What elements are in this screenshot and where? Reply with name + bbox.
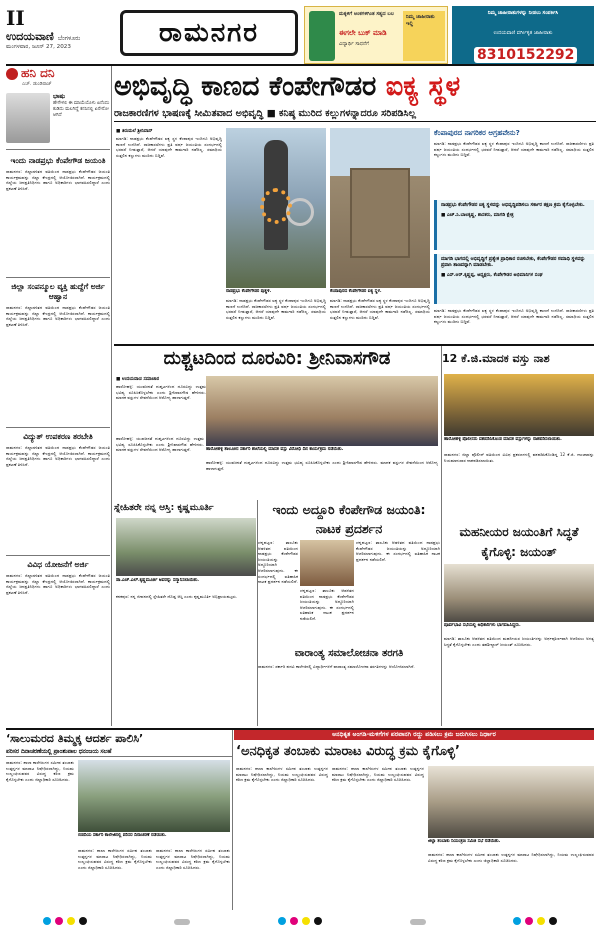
story-b-body: ಹಾರೋಹಳ್ಳಿ: ಯುವಜನತೆ ದುಶ್ಚಟಗಳಿಂದ ದೂರವಿದ್ದು ಉತ್ತಮ ಭವಿಷ್ಯ ರೂಪಿಸಿಕೊಳ್ಳಬೇಕು ಎಂದು ಶ್ರೀನಿವಾಸಗೌಡ ಹೇಳಿದರು. ಮಾದಕ ವಸ್ತುಗಳ ಸೇವನೆಯಿಂದ ಆರೋಗ್ಯ ಹಾಳಾಗುತ್ತದೆ. <box>116 384 206 401</box>
memorial-caption: ಕೆಂಪಾಪುರದ ಕೆಂಪೇಗೌಡರ ಐಕ್ಯ ಸ್ಥಳ. <box>330 289 382 294</box>
quote2-text: ಮಾಗಡಿ ಭಾಗದಲ್ಲಿ ಅಭಿವೃದ್ಧಿಗೆ ಪ್ರತ್ಯೇಕ ಪ್ರಾಧಿಕಾರ ರಚಿಸಬೇಕು, ಕೆಂಪೇಗೌಡರ ಸಮಾಧಿ ಸ್ಥಳವನ್ನು ಪ್ರವಾಸಿ ತಾಣವನ್ನಾಗಿ ಮಾಡಬೇಕು. <box>441 257 586 268</box>
bottom-right-body-3: ರಾಮನಗರ: ಶಾಲಾ ಕಾಲೇಜುಗಳ ಸಮೀಪ ತಂಬಾಕು ಉತ್ಪನ್ನಗಳ ಮಾರಾಟ ನಿಷೇಧಿಸಲಾಗಿದ್ದು, ನಿಯಮ ಉಲ್ಲಂಘಿಸುವವರ ವಿರುದ್ಧ ಕಠಿಣ ಕ್ರಮ ಕೈಗೊಳ್ಳಬೇಕು ಎಂದು ಜಿಲ್ಲಾಧಿಕಾರಿ ಸೂಚಿಸಿದರು. <box>428 852 594 863</box>
ad-left-side: ನಿಮ್ಮ ಜಾಹೀರಾತು ಇಲ್ಲಿ <box>403 11 445 61</box>
quote1-author: ■ ಎಚ್.ಸಿ.ಬಾಲಕೃಷ್ಣ, ಶಾಸಕರು, ಮಾಗಡಿ ಕ್ಷೇತ್ರ <box>441 213 514 218</box>
drop-icon <box>6 68 18 80</box>
ad-phone-image <box>309 11 335 61</box>
memorial-photo <box>330 128 430 288</box>
story1-headline: ಇಂದು ನಾಡಪ್ರಭು ಕೆಂಪೇಗೌಡ ಜಯಂತಿ <box>10 156 106 165</box>
story-d-headline: ಸ್ನೇಹಿತರೇ ನನ್ನ ಆಸ್ತಿ: ಕೃಷ್ಣಮೂರ್ತಿ <box>114 503 214 513</box>
story2-body: ರಾಮನಗರ: ಜಿಲ್ಲಾಡಳಿತದ ವತಿಯಿಂದ ನಾಡಪ್ರಭು ಕೆಂಪೇಗೌಡರ ಜಯಂತಿ ಕಾರ್ಯಕ್ರಮವನ್ನು ಜಿಲ್ಲಾ ಕೇಂದ್ರದಲ್ಲಿ ಆಯೋಜಿಸಲಾಗಿದೆ. ಕಾರ್ಯಕ್ರಮದಲ್ಲಿ ಜಿಲ್ಲೆಯ ಜನಪ್ರತಿನಿಧಿಗಳು ಹಾಗೂ ಅಧಿಕಾರಿಗಳು ಭಾಗವಹಿಸಲಿದ್ದಾರೆ ಎಂದು ಪ್ರಕಟಣೆ ತಿಳಿಸಿದೆ. <box>6 305 110 327</box>
ad-left-line1: ಮಕ್ಕಳಿಗೆ ಅಂಕಗಳಿಗಿಂತ ಸತ್ಯದ ಬಲ <box>339 11 394 17</box>
newspaper-name: ಉದಯವಾಣಿ <box>6 30 54 43</box>
story-e-body-2: ಚನ್ನಪಟ್ಟಣ: ತಾಲೂಕು ಆಡಳಿತದ ವತಿಯಿಂದ ನಾಡಪ್ರಭು ಕೆಂಪೇಗೌಡರ ಜಯಂತಿಯನ್ನು ಅದ್ದೂರಿಯಾಗಿ ಆಚರಿಸಲಾಗುವುದು. ಈ ಸಂದರ್ಭದಲ್ಲಿ ಐತಿಹಾಸಿಕ ನಾಟಕ ಪ್ರದರ್ಶನ ನಡೆಯಲಿದೆ. <box>356 540 440 562</box>
lead-subheadline: ರಾಜಕಾರಣಿಗಳ ಭಾಷಣಕ್ಕೆ ಸೀಮಿತವಾದ ಅಭಿವೃದ್ಧಿ ■ ಕನಿಷ್ಠ ಮುರಿದ ಕಲ್ಲುಗಳನ್ನಾದರೂ ಸರಿಪಡಿಸಿಲ್ಲ <box>114 106 596 122</box>
advertisement-left[interactable] <box>304 6 448 64</box>
story3-body: ರಾಮನಗರ: ಜಿಲ್ಲಾಡಳಿತದ ವತಿಯಿಂದ ನಾಡಪ್ರಭು ಕೆಂಪೇಗೌಡರ ಜಯಂತಿ ಕಾರ್ಯಕ್ರಮವನ್ನು ಜಿಲ್ಲಾ ಕೇಂದ್ರದಲ್ಲಿ ಆಯೋಜಿಸಲಾಗಿದೆ. ಕಾರ್ಯಕ್ರಮದಲ್ಲಿ ಜಿಲ್ಲೆಯ ಜನಪ್ರತಿನಿಧಿಗಳು ಹಾಗೂ ಅಧಿಕಾರಿಗಳು ಭಾಗವಹಿಸಲಿದ್ದಾರೆ ಎಂದು ಪ್ರಕಟಣೆ ತಿಳಿಸಿದೆ. <box>6 445 110 467</box>
story-d-photo <box>116 518 256 576</box>
story-c-headline: 12 ಕೆ.ಜಿ.ಮಾದಕ ವಸ್ತು ನಾಶ <box>442 352 550 365</box>
story-g-body: ಮಾಗಡಿ: ತಾಲೂಕು ಆಡಳಿತದ ವತಿಯಿಂದ ಮಹನೀಯರ ಜಯಂತಿಗಳನ್ನು ಅರ್ಥಪೂರ್ಣವಾಗಿ ಆಚರಿಸಲು ಅಗತ್ಯ ಸಿದ್ಧತೆ ಕೈಗೊಳ್ಳಬೇಕು ಎಂದು ತಹಶೀಲ್ದಾರ್ ಜಯಂತ್ ಸೂಚಿಸಿದರು. <box>444 636 594 647</box>
lead-body-col3: ಮಾಗಡಿ: ನಾಡಪ್ರಭು ಕೆಂಪೇಗೌಡರ ಐಕ್ಯ ಸ್ಥಳ ಕೆಂಪಾಪುರ ಇಂದಿಗೂ ಅಭಿವೃದ್ಧಿ ಕಾಣದೆ ಉಳಿದಿದೆ. ರಾಜಕಾರಣಿಗಳು ಪ್ರತಿ ವರ್ಷ ಜಯಂತಿಯ ಸಂದರ್ಭದಲ್ಲಿ ಭರವಸೆ ನೀಡುತ್ತಾರೆ, ಆದರೆ ಯಾವುದೇ ಕಾಮಗಾರಿ ನಡೆದಿಲ್ಲ. ಸಮಾಧಿಯ ಸುತ್ತಲಿನ ಕಲ್ಲುಗಳು ಮುರಿದು ಬಿದ್ದಿವೆ. <box>330 298 430 320</box>
side-box <box>434 128 594 198</box>
divider <box>6 427 110 428</box>
cartoon-illustration <box>6 93 50 143</box>
story-b-photo <box>206 376 438 446</box>
story-b-caption: ಹಾರೋಹಳ್ಳಿ ತಾಲೂಕಿನ ಸರ್ಕಾರಿ ಶಾಲೆಯಲ್ಲಿ ಮಾದಕ ವಸ್ತು ವಿರೋಧಿ ದಿನ ಕಾರ್ಯಕ್ರಮ ನಡೆಯಿತು. <box>206 447 344 452</box>
lead-headline-part2: ಐಕ್ಯ ಸ್ಥಳ <box>385 71 461 102</box>
edition-city: ಬೆಂಗಳೂರು <box>57 35 81 42</box>
lead-body-col2: ಮಾಗಡಿ: ನಾಡಪ್ರಭು ಕೆಂಪೇಗೌಡರ ಐಕ್ಯ ಸ್ಥಳ ಕೆಂಪಾಪುರ ಇಂದಿಗೂ ಅಭಿವೃದ್ಧಿ ಕಾಣದೆ ಉಳಿದಿದೆ. ರಾಜಕಾರಣಿಗಳು ಪ್ರತಿ ವರ್ಷ ಜಯಂತಿಯ ಸಂದರ್ಭದಲ್ಲಿ ಭರವಸೆ ನೀಡುತ್ತಾರೆ, ಆದರೆ ಯಾವುದೇ ಕಾಮಗಾರಿ ನಡೆದಿಲ್ಲ. ಸಮಾಧಿಯ ಸುತ್ತಲಿನ ಕಲ್ಲುಗಳು ಮುರಿದು ಬಿದ್ದಿವೆ. <box>226 298 326 320</box>
story-b-body-3: ಹಾರೋಹಳ್ಳಿ: ಯುವಜನತೆ ದುಶ್ಚಟಗಳಿಂದ ದೂರವಿದ್ದು ಉತ್ತಮ ಭವಿಷ್ಯ ರೂಪಿಸಿಕೊಳ್ಳಬೇಕು ಎಂದು ಶ್ರೀನಿವಾಸಗೌಡ ಹೇಳಿದರು. ಮಾದಕ ವಸ್ತುಗಳ ಸೇವನೆಯಿಂದ ಆರೋಗ್ಯ ಹಾಳಾಗುತ್ತದೆ. <box>206 460 438 471</box>
ad-left-line3: ವಿದ್ಯಾರ್ಥಿ ಸಾಧನೆಗೆ <box>339 41 369 47</box>
quote-box-2 <box>434 254 594 304</box>
garland <box>260 188 292 224</box>
poem-text: ಹೇಗೇಳಲಿ ಈ ಮಾಯೆಯೊಳು ಏನೆಂದು ಕುಡಿದು ಮಲಗಿದ್ದೆ ಕನಸಿನಲ್ಲಿ ಏನೇನೋ ಆಗಿದೆ <box>53 101 110 118</box>
quote1-text: ನಾಡಪ್ರಭು ಕೆಂಪೇಗೌಡರ ಐಕ್ಯ ಸ್ಥಳವನ್ನು ಅಭಿವೃದ್ಧಿಪಡಿಸಲು ಸರ್ಕಾರ ತಕ್ಷಣ ಕ್ರಮ ಕೈಗೊಳ್ಳಬೇಕು. <box>441 203 585 208</box>
advertisement-right[interactable] <box>452 6 594 64</box>
story-g-headline: ಮಹನೀಯರ ಜಯಂತಿಗೆ ಸಿದ್ಧತೆ ಕೈಗೊಳ್ಳಿ: ಜಯಂತ್ <box>459 525 579 559</box>
story2-headline: ಜಿಲ್ಲಾ ಸಂಪನ್ಮೂಲ ವ್ಯಕ್ತಿ ಹುದ್ದೆಗೆ ಅರ್ಜಿ ಆಹ್ವಾನ <box>11 282 105 301</box>
bottom-left-headline: ‘ಸಾಲುಮರದ ತಿಮ್ಮಕ್ಕ ಆದರ್ಶ ಪಾಲಿಸಿ’ <box>6 732 144 745</box>
bottom-left-photo <box>78 760 230 832</box>
story-d-body: ಕನಕಪುರ: ನನ್ನ ಜೀವನದಲ್ಲಿ ಸ್ನೇಹಿತರೇ ದೊಡ್ಡ ಆಸ್ತಿ ಎಂದು ಕೃಷ್ಣಮೂರ್ತಿ ಅಭಿಪ್ರಾಯಪಟ್ಟರು. <box>116 594 238 599</box>
ad-phone-number[interactable] <box>474 44 577 63</box>
column-divider <box>441 346 442 726</box>
lead-headline <box>114 68 596 106</box>
quote-box-1 <box>434 200 594 250</box>
quote2-author: ■ ಎಸ್.ಆರ್.ಕೃಷ್ಣಪ್ಪ, ಅಧ್ಯಕ್ಷರು, ಕೆಂಪೇಗೌಡರ ಅಭಿಮಾನಿಗಳ ಸಂಘ <box>441 273 543 278</box>
lead-headline-part1: ಅಭಿವೃದ್ಧಿ ಕಾಣದ ಕೆಂಪೇಗೌಡರ <box>114 71 386 102</box>
left-column <box>6 66 110 726</box>
story-f-headline: ವಾರಾಂತ್ಯ ಸಮಾಲೋಚನಾ ತರಗತಿ <box>294 648 404 659</box>
ad-right-line2: ಉದಯವಾಣಿ ವರ್ಗೀಕೃತ ಜಾಹೀರಾತು <box>493 30 553 36</box>
story-b-body-2: ಹಾರೋಹಳ್ಳಿ: ಯುವಜನತೆ ದುಶ್ಚಟಗಳಿಂದ ದೂರವಿದ್ದು ಉತ್ತಮ ಭವಿಷ್ಯ ರೂಪಿಸಿಕೊಳ್ಳಬೇಕು ಎಂದು ಶ್ರೀನಿವಾಸಗೌಡ ಹೇಳಿದರು. ಮಾದಕ ವಸ್ತುಗಳ ಸೇವನೆಯಿಂದ ಆರೋಗ್ಯ ಹಾಳಾಗುತ್ತದೆ. <box>116 436 204 453</box>
bottom-right-headline: ‘ಅನಧಿಕೃತ ತಂಬಾಕು ಮಾರಾಟ ವಿರುದ್ಧ ಕ್ರಮ ಕೈಗೊಳ್ಳಿ’ <box>236 744 460 759</box>
story-d-caption: ಡಾ.ಎಚ್.ಎಲ್.ಕೃಷ್ಣಮೂರ್ತಿ ಅವರನ್ನು ಸನ್ಮಾನಿಸಲಾಯಿತು. <box>116 578 200 583</box>
lead-byline: ■ ತಿರುಮಲೆ ಶ್ರೀನಿವಾಸ್ <box>116 129 153 134</box>
story-e-portrait <box>300 540 354 586</box>
story-g-caption: ಪೂರ್ವಭಾವಿ ಸಭೆಯಲ್ಲಿ ಅಧಿಕಾರಿಗಳು ಭಾಗವಹಿಸಿದ್ದರು. <box>444 623 521 628</box>
story-f-body: ರಾಮನಗರ: ಸರ್ಕಾರಿ ಪದವಿ ಕಾಲೇಜಿನಲ್ಲಿ ವಿದ್ಯಾರ್ಥಿಗಳಿಗೆ ವಾರಾಂತ್ಯ ಸಮಾಲೋಚನಾ ತರಗತಿಗಳನ್ನು ಆಯೋಜಿಸಲಾಗಿದೆ. <box>258 664 415 669</box>
statue-photo <box>226 128 326 288</box>
poem-title: ಭಾಷು <box>53 93 66 100</box>
bottom-right-photo <box>428 766 594 838</box>
statue-caption: ನಾಡಪ್ರಭು ಕೆಂಪೇಗೌಡರ ಪುತ್ಥಳಿ. <box>226 289 272 294</box>
print-registration-marks <box>0 912 600 924</box>
story3-headline: ವಿದ್ಯುತ್ ಉಪಕರಣ ತರಬೇತಿ <box>23 432 93 441</box>
lead-body-col1: ಮಾಗಡಿ: ನಾಡಪ್ರಭು ಕೆಂಪೇಗೌಡರ ಐಕ್ಯ ಸ್ಥಳ ಕೆಂಪಾಪುರ ಇಂದಿಗೂ ಅಭಿವೃದ್ಧಿ ಕಾಣದೆ ಉಳಿದಿದೆ. ರಾಜಕಾರಣಿಗಳು ಪ್ರತಿ ವರ್ಷ ಜಯಂತಿಯ ಸಂದರ್ಭದಲ್ಲಿ ಭರವಸೆ ನೀಡುತ್ತಾರೆ, ಆದರೆ ಯಾವುದೇ ಕಾಮಗಾರಿ ನಡೆದಿಲ್ಲ. ಸಮಾಧಿಯ ಸುತ್ತಲಿನ ಕಲ್ಲುಗಳು ಮುರಿದು ಬಿದ್ದಿವೆ. <box>116 136 222 158</box>
story-b-headline: ದುಶ್ಚಟದಿಂದ ದೂರವಿರಿ: ಶ್ರೀನಿವಾಸಗೌಡ <box>163 348 391 369</box>
bottom-left-caption: ಬಿಡದಿಯ ಸರ್ಕಾರಿ ಕಾಲೇಜಿನಲ್ಲಿ ಪರಿಸರ ದಿನಾಚರಣೆ ನಡೆಯಿತು. <box>78 833 167 838</box>
story4-body: ರಾಮನಗರ: ಜಿಲ್ಲಾಡಳಿತದ ವತಿಯಿಂದ ನಾಡಪ್ರಭು ಕೆಂಪೇಗೌಡರ ಜಯಂತಿ ಕಾರ್ಯಕ್ರಮವನ್ನು ಜಿಲ್ಲಾ ಕೇಂದ್ರದಲ್ಲಿ ಆಯೋಜಿಸಲಾಗಿದೆ. ಕಾರ್ಯಕ್ರಮದಲ್ಲಿ ಜಿಲ್ಲೆಯ ಜನಪ್ರತಿನಿಧಿಗಳು ಹಾಗೂ ಅಧಿಕಾರಿಗಳು ಭಾಗವಹಿಸಲಿದ್ದಾರೆ ಎಂದು ಪ್ರಕಟಣೆ ತಿಳಿಸಿದೆ. <box>6 573 110 595</box>
section-title: ರಾಮನಗರ <box>120 10 298 56</box>
dateline: ಮಂಗಳವಾರ, ಜೂನ್ 27, 2023 <box>6 44 71 50</box>
story-c-caption: ಹಾರೋಹಳ್ಳಿ ಪೊಲೀಸರು ವಶಪಡಿಸಿಕೊಂಡ ಮಾದಕ ವಸ್ತುಗಳನ್ನು ನಾಶಪಡಿಸಲಾಯಿತು. <box>444 437 562 442</box>
bottom-right-body-2: ರಾಮನಗರ: ಶಾಲಾ ಕಾಲೇಜುಗಳ ಸಮೀಪ ತಂಬಾಕು ಉತ್ಪನ್ನಗಳ ಮಾರಾಟ ನಿಷೇಧಿಸಲಾಗಿದ್ದು, ನಿಯಮ ಉಲ್ಲಂಘಿಸುವವರ ವಿರುದ್ಧ ಕಠಿಣ ಕ್ರಮ ಕೈಗೊಳ್ಳಬೇಕು ಎಂದು ಜಿಲ್ಲಾಧಿಕಾರಿ ಸೂಚಿಸಿದರು. <box>332 766 424 783</box>
column-divider <box>111 66 112 726</box>
bottom-left-body: ರಾಮನಗರ: ಶಾಲಾ ಕಾಲೇಜುಗಳ ಸಮೀಪ ತಂಬಾಕು ಉತ್ಪನ್ನಗಳ ಮಾರಾಟ ನಿಷೇಧಿಸಲಾಗಿದ್ದು, ನಿಯಮ ಉಲ್ಲಂಘಿಸುವವರ ವಿರುದ್ಧ ಕಠಿಣ ಕ್ರಮ ಕೈಗೊಳ್ಳಬೇಕು ಎಂದು ಜಿಲ್ಲಾಧಿಕಾರಿ ಸೂಚಿಸಿದರು. <box>6 760 74 782</box>
story-e-body: ಚನ್ನಪಟ್ಟಣ: ತಾಲೂಕು ಆಡಳಿತದ ವತಿಯಿಂದ ನಾಡಪ್ರಭು ಕೆಂಪೇಗೌಡರ ಜಯಂತಿಯನ್ನು ಅದ್ದೂರಿಯಾಗಿ ಆಚರಿಸಲಾಗುವುದು. ಈ ಸಂದರ್ಭದಲ್ಲಿ ಐತಿಹಾಸಿಕ ನಾಟಕ ಪ್ರದರ್ಶನ ನಡೆಯಲಿದೆ. <box>258 540 298 585</box>
column-logo: ಹನಿ ದನಿ <box>21 66 55 80</box>
bottom-right-body: ರಾಮನಗರ: ಶಾಲಾ ಕಾಲೇಜುಗಳ ಸಮೀಪ ತಂಬಾಕು ಉತ್ಪನ್ನಗಳ ಮಾರಾಟ ನಿಷೇಧಿಸಲಾಗಿದ್ದು, ನಿಯಮ ಉಲ್ಲಂಘಿಸುವವರ ವಿರುದ್ಧ ಕಠಿಣ ಕ್ರಮ ಕೈಗೊಳ್ಳಬೇಕು ಎಂದು ಜಿಲ್ಲಾಧಿಕಾರಿ ಸೂಚಿಸಿದರು. <box>236 766 328 783</box>
ad-right-line1: ನಿಮ್ಮ ಜಾಹೀರಾತುಗಳನ್ನು ನೀಡಲು ಸಂಪರ್ಕಿಸಿ <box>487 10 559 16</box>
story-e-body-3: ಚನ್ನಪಟ್ಟಣ: ತಾಲೂಕು ಆಡಳಿತದ ವತಿಯಿಂದ ನಾಡಪ್ರಭು ಕೆಂಪೇಗೌಡರ ಜಯಂತಿಯನ್ನು ಅದ್ದೂರಿಯಾಗಿ ಆಚರಿಸಲಾಗುವುದು. ಈ ಸಂದರ್ಭದಲ್ಲಿ ಐತಿಹಾಸಿಕ ನಾಟಕ ಪ್ರದರ್ಶನ ನಡೆಯಲಿದೆ. <box>300 588 354 621</box>
side-box-title: ಕೆಂಪಾಪುರದ ನಾಗರಿಕರ ಆಗ್ರಹವೇನು? <box>434 128 520 137</box>
story-g-photo <box>444 564 594 622</box>
page-number: II <box>6 6 25 30</box>
masthead <box>6 6 118 64</box>
divider <box>6 277 110 278</box>
side-box-body: ಮಾಗಡಿ: ನಾಡಪ್ರಭು ಕೆಂಪೇಗೌಡರ ಐಕ್ಯ ಸ್ಥಳ ಕೆಂಪಾಪುರ ಇಂದಿಗೂ ಅಭಿವೃದ್ಧಿ ಕಾಣದೆ ಉಳಿದಿದೆ. ರಾಜಕಾರಣಿಗಳು ಪ್ರತಿ ವರ್ಷ ಜಯಂತಿಯ ಸಂದರ್ಭದಲ್ಲಿ ಭರವಸೆ ನೀಡುತ್ತಾರೆ, ಆದರೆ ಯಾವುದೇ ಕಾಮಗಾರಿ ನಡೆದಿಲ್ಲ. ಸಮಾಧಿಯ ಸುತ್ತಲಿನ ಕಲ್ಲುಗಳು ಮುರಿದು ಬಿದ್ದಿವೆ. <box>434 141 594 158</box>
bottom-left-subhead: ಪರಿಸರ ದಿನಾಚರಣೆಯಲ್ಲಿ ಪ್ರಾಂಶುಪಾಲ ಧನಂಜಯ ಸಲಹೆ <box>6 748 232 757</box>
phone-text: 8310152292 <box>474 47 577 63</box>
column-divider <box>257 500 258 726</box>
ad-left-line2: ಈಗಲೇ ಬುಕ್ ಮಾಡಿ <box>339 29 387 37</box>
story-c-photo <box>444 374 594 436</box>
story-c-body: ರಾಮನಗರ: ಜಿಲ್ಲಾ ಪೊಲೀಸ್ ವತಿಯಿಂದ ವಿವಿಧ ಪ್ರಕರಣಗಳಲ್ಲಿ ವಶಪಡಿಸಿಕೊಂಡಿದ್ದ 12 ಕೆ.ಜಿ. ಗಾಂಜಾವನ್ನು ನಿಯಮಾನುಸಾರ ನಾಶಪಡಿಸಲಾಯಿತು. <box>444 452 594 463</box>
story1-body: ರಾಮನಗರ: ಜಿಲ್ಲಾಡಳಿತದ ವತಿಯಿಂದ ನಾಡಪ್ರಭು ಕೆಂಪೇಗೌಡರ ಜಯಂತಿ ಕಾರ್ಯಕ್ರಮವನ್ನು ಜಿಲ್ಲಾ ಕೇಂದ್ರದಲ್ಲಿ ಆಯೋಜಿಸಲಾಗಿದೆ. ಕಾರ್ಯಕ್ರಮದಲ್ಲಿ ಜಿಲ್ಲೆಯ ಜನಪ್ರತಿನಿಧಿಗಳು ಹಾಗೂ ಅಧಿಕಾರಿಗಳು ಭಾಗವಹಿಸಲಿದ್ದಾರೆ ಎಂದು ಪ್ರಕಟಣೆ ತಿಳಿಸಿದೆ. <box>6 169 110 191</box>
bottom-left-body-3: ರಾಮನಗರ: ಶಾಲಾ ಕಾಲೇಜುಗಳ ಸಮೀಪ ತಂಬಾಕು ಉತ್ಪನ್ನಗಳ ಮಾರಾಟ ನಿಷೇಧಿಸಲಾಗಿದ್ದು, ನಿಯಮ ಉಲ್ಲಂಘಿಸುವವರ ವಿರುದ್ಧ ಕಠಿಣ ಕ್ರಮ ಕೈಗೊಳ್ಳಬೇಕು ಎಂದು ಜಿಲ್ಲಾಧಿಕಾರಿ ಸೂಚಿಸಿದರು. <box>156 848 230 870</box>
column-divider <box>232 730 233 910</box>
column-author: ಎಚ್. ಡುಂಡಿರಾಜ್ <box>22 82 52 87</box>
bottom-right-caption: ಜಿಲ್ಲಾ ತಂಬಾಕು ನಿಯಂತ್ರಣ ಸಮಿತಿ ಸಭೆ ನಡೆಯಿತು. <box>428 839 501 844</box>
divider <box>6 149 110 150</box>
story-e-headline: ಇಂದು ಅದ್ದೂರಿ ಕೆಂಪೇಗೌಡ ಜಯಂತಿ: ನಾಟಕ ಪ್ರದರ್ಶನ <box>272 502 426 536</box>
story4-headline: ವಿವಿಧ ಯೋಜನೆಗೆ ಅರ್ಜಿ <box>27 560 89 569</box>
divider <box>6 555 110 556</box>
red-banner: ಅನಧಿಕೃತ ಅಂಗಡಿ-ಮಳಿಗೆಗಳ ಪರವಾನಗಿ ರದ್ದು ಪಡಿಸಲು ಕ್ರಮ ಜರುಗಿಸಲು ನಿರ್ಧಾರ <box>234 730 594 740</box>
story-b-byline: ■ ಉದಯವಾಣಿ ಸಮಾಚಾರ <box>116 377 160 382</box>
memorial-structure <box>350 168 410 258</box>
bottom-left-body-2: ರಾಮನಗರ: ಶಾಲಾ ಕಾಲೇಜುಗಳ ಸಮೀಪ ತಂಬಾಕು ಉತ್ಪನ್ನಗಳ ಮಾರಾಟ ನಿಷೇಧಿಸಲಾಗಿದ್ದು, ನಿಯಮ ಉಲ್ಲಂಘಿಸುವವರ ವಿರುದ್ಧ ಕಠಿಣ ಕ್ರಮ ಕೈಗೊಳ್ಳಬೇಕು ಎಂದು ಜಿಲ್ಲಾಧಿಕಾರಿ ಸೂಚಿಸಿದರು. <box>78 848 152 870</box>
lead-body-col4: ಮಾಗಡಿ: ನಾಡಪ್ರಭು ಕೆಂಪೇಗೌಡರ ಐಕ್ಯ ಸ್ಥಳ ಕೆಂಪಾಪುರ ಇಂದಿಗೂ ಅಭಿವೃದ್ಧಿ ಕಾಣದೆ ಉಳಿದಿದೆ. ರಾಜಕಾರಣಿಗಳು ಪ್ರತಿ ವರ್ಷ ಜಯಂತಿಯ ಸಂದರ್ಭದಲ್ಲಿ ಭರವಸೆ ನೀಡುತ್ತಾರೆ, ಆದರೆ ಯಾವುದೇ ಕಾಮಗಾರಿ ನಡೆದಿಲ್ಲ. ಸಮಾಧಿಯ ಸುತ್ತಲಿನ ಕಲ್ಲುಗಳು ಮುರಿದು ಬಿದ್ದಿವೆ. <box>434 308 594 325</box>
